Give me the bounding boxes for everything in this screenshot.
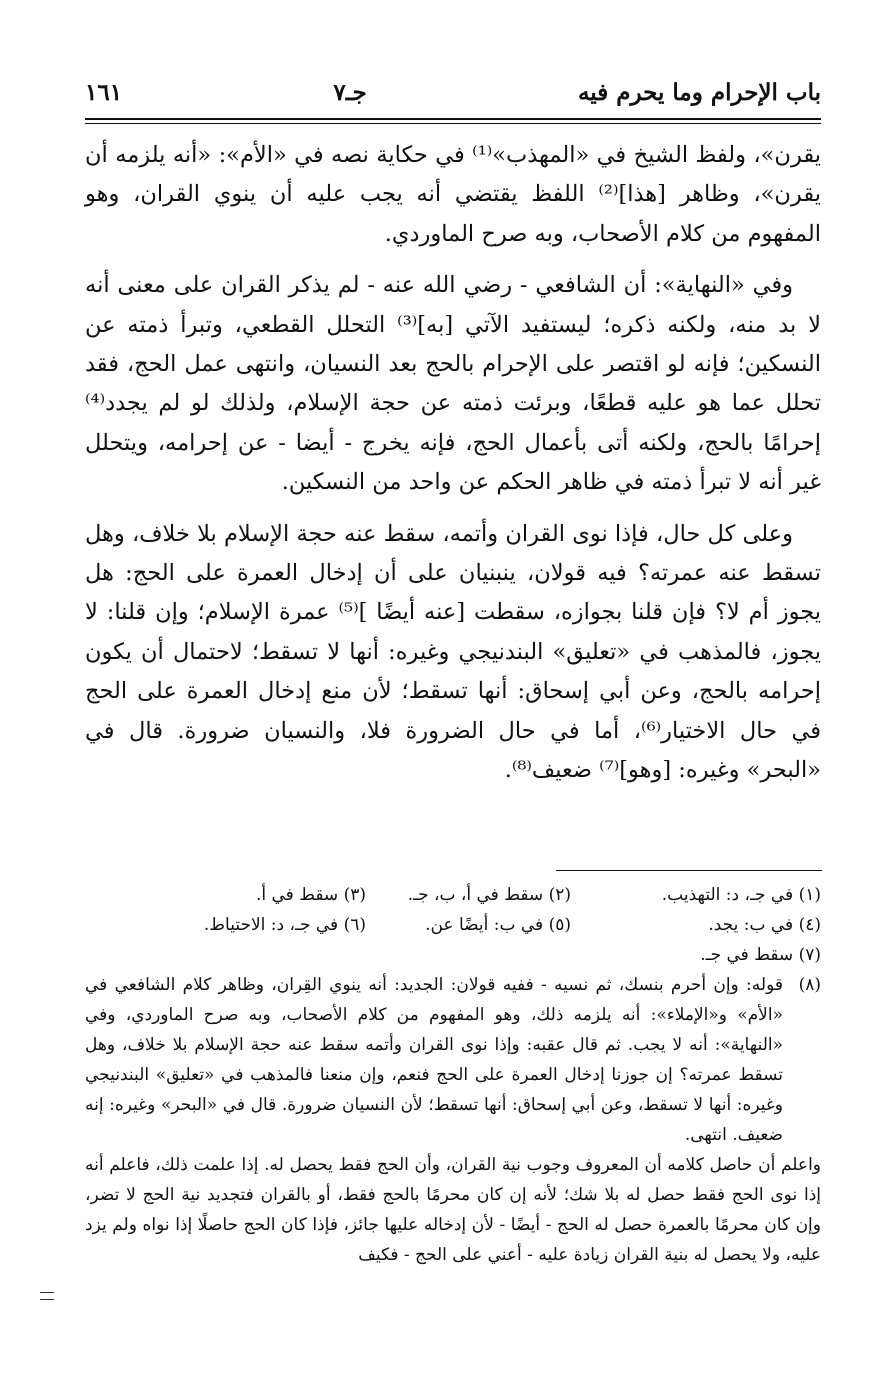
footnote-7: (٧) سقط في جـ. (700, 945, 821, 965)
paragraph-2: وفي «النهاية»: أن الشافعي - رضي الله عنه - لم يذكر القران على معنى أنه لا بد منه، ولكنه ذكره؛ ليستفيد الآتي [به]⁽³⁾ التحلل القطعي، وتبرأ ذمته عن النسكين؛ فإنه لو اقتصر على الإحرام بالحج بعد النسيان، وانتهى عمل الحج، فقد تحلل عما هو عليه قطعًا، وبرئت ذمته عن حجة الإسلام، ولذلك لو لم يجدد⁽⁴⁾ إحرامًا بالحج، ولكنه أتى بأعمال الحج، فإنه يخرج - أيضا - عن إحرامه، ويتحلل غير أنه لا تبرأ ذمته في ظاهر الحكم عن واحد من النسكين. (85, 272, 821, 496)
footnote-row-1 (85, 880, 821, 910)
footnote-8-continuation: واعلم أن حاصل كلامه أن المعروف وجوب نية القران، وأن الحج فقط يحصل له. إذا علمت ذلك، فاعلم أنه إذا نوى الحج فقط حصل له بلا شك؛ لأنه إن كان محرمًا بالحج فقط، أو بالقران فتجديد نية الحج لا تضر، وإن كان محرمًا بالعمرة حصل له الحج - أيضًا - لأن إدخاله عليها جائز، فإذا كان الحج حاصلًا إذا نواه ولم يزد عليه، ولا يحصل له بنية القران زيادة عليه - أعني على الحج - فكيف (85, 1155, 821, 1265)
footnotes (85, 880, 821, 1270)
footnote-8-number: (٨) (798, 975, 821, 995)
footnote-row-3 (85, 940, 821, 970)
footnote-6: (٦) في جـ، د: الاحتياط. (203, 915, 366, 935)
footnote-2: (٢) سقط في أ، ب، جـ. (407, 885, 571, 905)
page-header (85, 70, 821, 114)
footnote-1: (١) في جـ، د: التهذيب. (661, 885, 821, 905)
volume-label: جـ٧ (333, 78, 367, 106)
footnote-8 (85, 970, 821, 1150)
footnote-4: (٤) في ب: يجد. (708, 915, 821, 935)
main-text (85, 136, 821, 803)
paragraph-1: يقرن»، ولفظ الشيخ في «المهذب»⁽¹⁾ في حكاية نصه في «الأم»: «أنه يلزمه أن يقرن»، وظاهر [هذا]⁽²⁾ اللفظ يقتضي أنه يجب عليه أن ينوي القران، وهو المفهوم من كلام الأصحاب، وبه صرح الماوردي. (85, 142, 821, 247)
page-number: ١٦١ (85, 78, 123, 106)
footnote-separator (556, 870, 822, 871)
header-rule-thin (85, 123, 821, 124)
footnote-5: (٥) في ب: أيضًا عن. (425, 915, 571, 935)
footnote-row-2 (85, 910, 821, 940)
paragraph-3: وعلى كل حال، فإذا نوى القران وأتمه، سقط عنه حجة الإسلام بلا خلاف، وهل تسقط عنه عمرته؟ فيه قولان، ينبنيان على أن إدخال العمرة على الحج: هل يجوز أم لا؟ فإن قلنا بجوازه، سقطت [عنه أيضًا ]⁽⁵⁾ عمرة الإسلام؛ وإن قلنا: لا يجوز، فالمذهب في «تعليق» البندنيجي وغيره: أنها لا تسقط؛ لاحتمال أن يكون إحرامه بالحج، وعن أبي إسحاق: أنها تسقط؛ لأن منع إدخال العمرة على الحج في حال الاختيار⁽⁶⁾، أما في حال الضرورة فلا، والنسيان ضرورة. قال في «البحر» وغيره: [وهو]⁽⁷⁾ ضعيف⁽⁸⁾. (85, 520, 821, 784)
footnote-3: (٣) سقط في أ. (255, 885, 366, 905)
header-rule-thick (85, 118, 821, 120)
chapter-title: باب الإحرام وما يحرم فيه (577, 78, 821, 106)
margin-mark (40, 1292, 54, 1300)
footnote-8-text: قوله: وإن أحرم بنسك، ثم نسيه - ففيه قولان: الجديد: أنه ينوي القِران، وظاهر كلام الشافعي في «الأم» و«الإملاء»: أنه يلزمه ذلك، وهو المفهوم من كلام الأصحاب، وبه صرح الماوردي، وفي «النهاية»: أنه لا يجب. ثم قال عقبه: وإذا نوى القران وأتمه سقط عنه حجة الإسلام بلا خلاف، وهل تسقط عمرته؟ إن جوزنا إدخال العمرة على الحج فنعم، وإن منعنا فالمذهب في «تعليق» البندنيجي وغيره: أنها لا تسقط، وعن أبي إسحاق: أنها تسقط؛ لأن النسيان ضرورة. قال في «البحر» وغيره: إنه ضعيف. انتهى. (85, 975, 783, 1145)
